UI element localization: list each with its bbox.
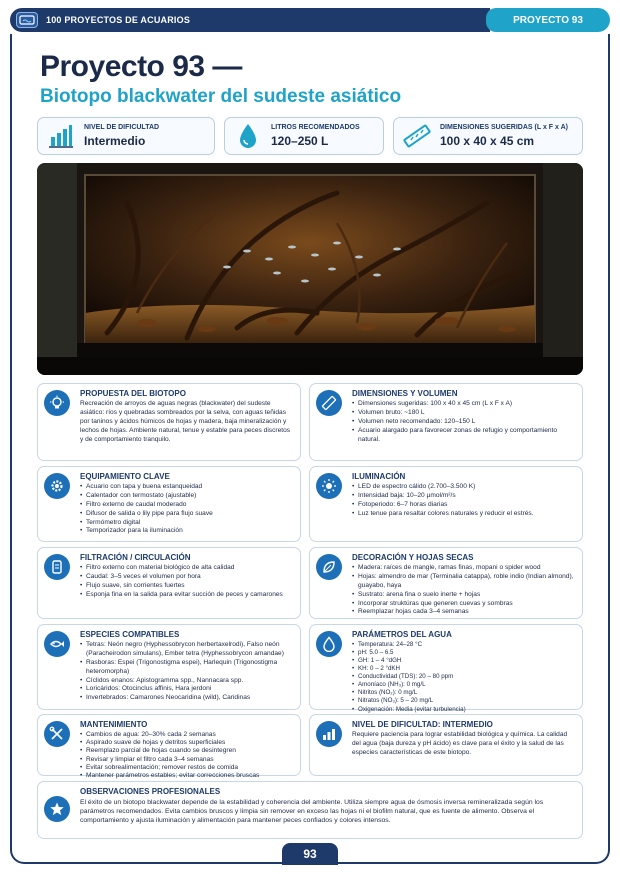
decoration-card	[309, 547, 583, 619]
fish-icon	[44, 631, 70, 657]
dimensions-stat-value: 100 x 40 x 45 cm	[440, 134, 535, 148]
filtration-card	[37, 547, 301, 619]
wrench-screwdriver-icon	[44, 721, 70, 747]
observations-title: OBSERVACIONES PROFESIONALES	[80, 787, 221, 796]
equipment-list	[80, 483, 294, 536]
decoration-title: DECORACIÓN Y HOJAS SECAS	[352, 553, 474, 562]
page-number: 93	[303, 847, 317, 861]
decoration-list	[352, 564, 576, 617]
ruler-icon	[400, 121, 434, 151]
list-item: • Oxigenación: Media (evitar turbulencia)	[352, 706, 576, 714]
list-item: • Esponja fina en la salida para evitar succión de peces y camarones	[80, 591, 294, 600]
difficulty-stat-value: Intermedio	[84, 134, 146, 148]
series-banner	[10, 8, 490, 32]
water-parameters-card	[309, 624, 583, 713]
observations-text: El éxito de un biotopo blackwater depende de la estabilidad y coherencia del ambiente. Utiliza siempre agua de ósmosis inversa remineralizada según los parámetros recomendados. Evita cambios bruscos y limpia sin remover en exceso las hojas ni el biofilm natural, que es fuente de alimento. Observa el comportamiento y ajusta iluminación y alimentación para mantener peces confiados y colores intensos.	[80, 799, 544, 825]
star-icon	[44, 796, 70, 822]
difficulty-stat	[37, 117, 215, 155]
page-subtitle: Biotopo blackwater del sudeste asiático	[40, 86, 402, 107]
lighting-list	[352, 483, 576, 519]
list-item: • Temperatura: 24–28 °C	[352, 641, 576, 649]
list-item: • Temporizador para la iluminación	[80, 527, 294, 536]
list-item: • Filtro externo con material biológico de alta calidad	[80, 564, 294, 573]
species-title: ESPECIES COMPATIBLES	[80, 630, 180, 639]
liters-stat	[224, 117, 384, 155]
filtration-list	[80, 564, 294, 600]
difficulty-card	[309, 714, 583, 776]
difficulty-title: NIVEL DE DIFICULTAD: INTERMEDIO	[352, 720, 493, 729]
gear-icon	[44, 473, 70, 499]
project-tab	[486, 8, 610, 32]
water-drop-icon	[231, 121, 265, 151]
species-list	[80, 641, 294, 703]
water-title: PARÁMETROS DEL AGUA	[352, 630, 452, 639]
list-item: • Acuario alargado para favorecer zonas de refugio y comportamiento natural.	[352, 427, 576, 445]
series-label: 100 PROYECTOS DE ACUARIOS	[46, 15, 191, 25]
aquarium-logo-icon	[16, 12, 38, 28]
ruler-icon	[316, 390, 342, 416]
list-item: • Evitar sobrealimentación; remover restos de comida	[80, 764, 294, 772]
list-item: • Incorporar struktúras que generen cuevas y sombras	[352, 600, 576, 609]
equipment-title: EQUIPAMIENTO CLAVE	[80, 472, 170, 481]
dimensions-title: DIMENSIONES Y VOLUMEN	[352, 389, 458, 398]
list-item: • Difusor de salida o lily pipe para flujo suave	[80, 510, 294, 519]
list-item: • Madera: raíces de mangle, ramas finas, mopani o spider wood	[352, 564, 576, 573]
list-item: • Acuario con tapa y buena estanqueidad	[80, 483, 294, 492]
list-item: • Amoníaco (NH₃): 0 mg/L	[352, 681, 576, 689]
list-item: • Invertebrados: Camarones Neocaridina (wild), Caridinas	[80, 694, 294, 703]
bar-chart-icon	[44, 121, 78, 151]
lighting-title: ILUMINACIÓN	[352, 472, 406, 481]
list-item: • Revisar y limpiar el filtro cada 3–4 semanas	[80, 756, 294, 764]
list-item: • Calentador con termostato (ajustable)	[80, 492, 294, 501]
list-item: • Rasboras: Espei (Trigonostigma espei), Harlequin (Trigonostigma heteromorpha)	[80, 659, 294, 677]
page-number-tab	[282, 843, 338, 865]
list-item: • Volumen bruto: ~180 L	[352, 409, 576, 418]
liters-stat-label: LITROS RECOMENDADOS	[271, 124, 360, 131]
list-item: • Aspirado suave de hojas y detritos superficiales	[80, 739, 294, 747]
list-item: • KH: 0 – 2 °dKH	[352, 665, 576, 673]
list-item: • Loricáridos: Otocinclus affinis, Hara jerdoni	[80, 685, 294, 694]
page-title: Proyecto 93 —	[40, 50, 242, 83]
lighting-card	[309, 466, 583, 542]
list-item: • Volumen neto recomendado: 120–150 L	[352, 418, 576, 427]
proposal-title: PROPUESTA DEL BIOTOPO	[80, 389, 186, 398]
maintenance-card	[37, 714, 301, 780]
list-item: • Reemplazar hojas cada 3–4 semanas	[352, 608, 576, 617]
dimensions-stat	[393, 117, 583, 155]
list-item: • Fotoperiodo: 6–7 horas diarias	[352, 501, 576, 510]
filter-icon	[44, 554, 70, 580]
water-list	[352, 641, 576, 714]
list-item: • Caudal: 3–5 veces el volumen por hora	[80, 573, 294, 582]
list-item: • Mantener parámetros estables; evitar correcciones bruscas	[80, 772, 294, 780]
water-drop-icon	[316, 631, 342, 657]
list-item: • Sustrato: arena fina o suelo inerte + hojas	[352, 591, 576, 600]
aquarium-photo	[37, 163, 583, 375]
leaf-icon	[316, 554, 342, 580]
list-item: • Hojas: almendro de mar (Terminalia catappa), roble indio (Indian almond), guayabo, haya	[352, 573, 576, 591]
project-tab-label: PROYECTO 93	[513, 14, 583, 26]
list-item: • Termómetro digital	[80, 519, 294, 528]
list-item: • LED de espectro cálido (2.700–3.500 K)	[352, 483, 576, 492]
list-item: • Conductividad (TDS): 20 – 80 ppm	[352, 673, 576, 681]
sun-icon	[316, 473, 342, 499]
observations-card	[37, 781, 583, 839]
list-item: • Filtro externo de caudal moderado	[80, 501, 294, 510]
maintenance-title: MANTENIMIENTO	[80, 720, 148, 729]
header-bar	[10, 8, 610, 32]
list-item: • Cíclidos enanos: Apistogramma spp., Nannacara spp.	[80, 677, 294, 686]
list-item: • Nitritos (NO₂): 0 mg/L	[352, 689, 576, 697]
list-item: • Flujo suave, sin corrientes fuertes	[80, 582, 294, 591]
bar-chart-icon	[316, 721, 342, 747]
maintenance-list	[80, 731, 294, 780]
list-item: • Luz tenue para resaltar colores naturales y reducir el estrés.	[352, 510, 576, 519]
list-item: • Intensidad baja: 10–20 µmol/m²/s	[352, 492, 576, 501]
list-item: • Reemplazo parcial de hojas cuando se desintegren	[80, 747, 294, 755]
lightbulb-icon	[44, 390, 70, 416]
equipment-card	[37, 466, 301, 542]
list-item: • Tetras: Neón negro (Hyphessobrycon herbertaxelrodi), Falso neón (Paracheirodon simulans), Ember tetra (Hyphessobrycon amandae)	[80, 641, 294, 659]
filtration-title: FILTRACIÓN / CIRCULACIÓN	[80, 553, 191, 562]
difficulty-text: Requiere paciencia para lograr estabilidad biológica y química. La calidad del agua (baja dureza y pH ácido) es clave para el éxito y la salud de las especies características de este biotopo.	[352, 731, 568, 756]
list-item: • Cambios de agua: 20–30% cada 2 semanas	[80, 731, 294, 739]
list-item: • Dimensiones sugeridas: 100 x 40 x 45 cm (L x F x A)	[352, 400, 576, 409]
dimensions-stat-label: DIMENSIONES SUGERIDAS (L x F x A)	[440, 124, 568, 131]
species-card	[37, 624, 301, 710]
dimensions-card	[309, 383, 583, 461]
proposal-text: Recreación de arroyos de aguas negras (blackwater) del sudeste asiático: ríos y quebradas sombreados por la selva, con aguas teñidas por taninos y ácidos húmicos de hojas y madera, baja mineralización y lechos de hojas. Ambiente natural, tenue y estable para peces discretos y de comportamiento tranquilo.	[80, 400, 291, 443]
list-item: • pH: 5.0 – 6.5	[352, 649, 576, 657]
list-item: • Nitratos (NO₃): 5 – 20 mg/L	[352, 697, 576, 705]
dimensions-list	[352, 400, 576, 444]
list-item: • GH: 1 – 4 °dGH	[352, 657, 576, 665]
proposal-card	[37, 383, 301, 461]
liters-stat-value: 120–250 L	[271, 134, 329, 148]
difficulty-stat-label: NIVEL DE DIFICULTAD	[84, 124, 160, 131]
